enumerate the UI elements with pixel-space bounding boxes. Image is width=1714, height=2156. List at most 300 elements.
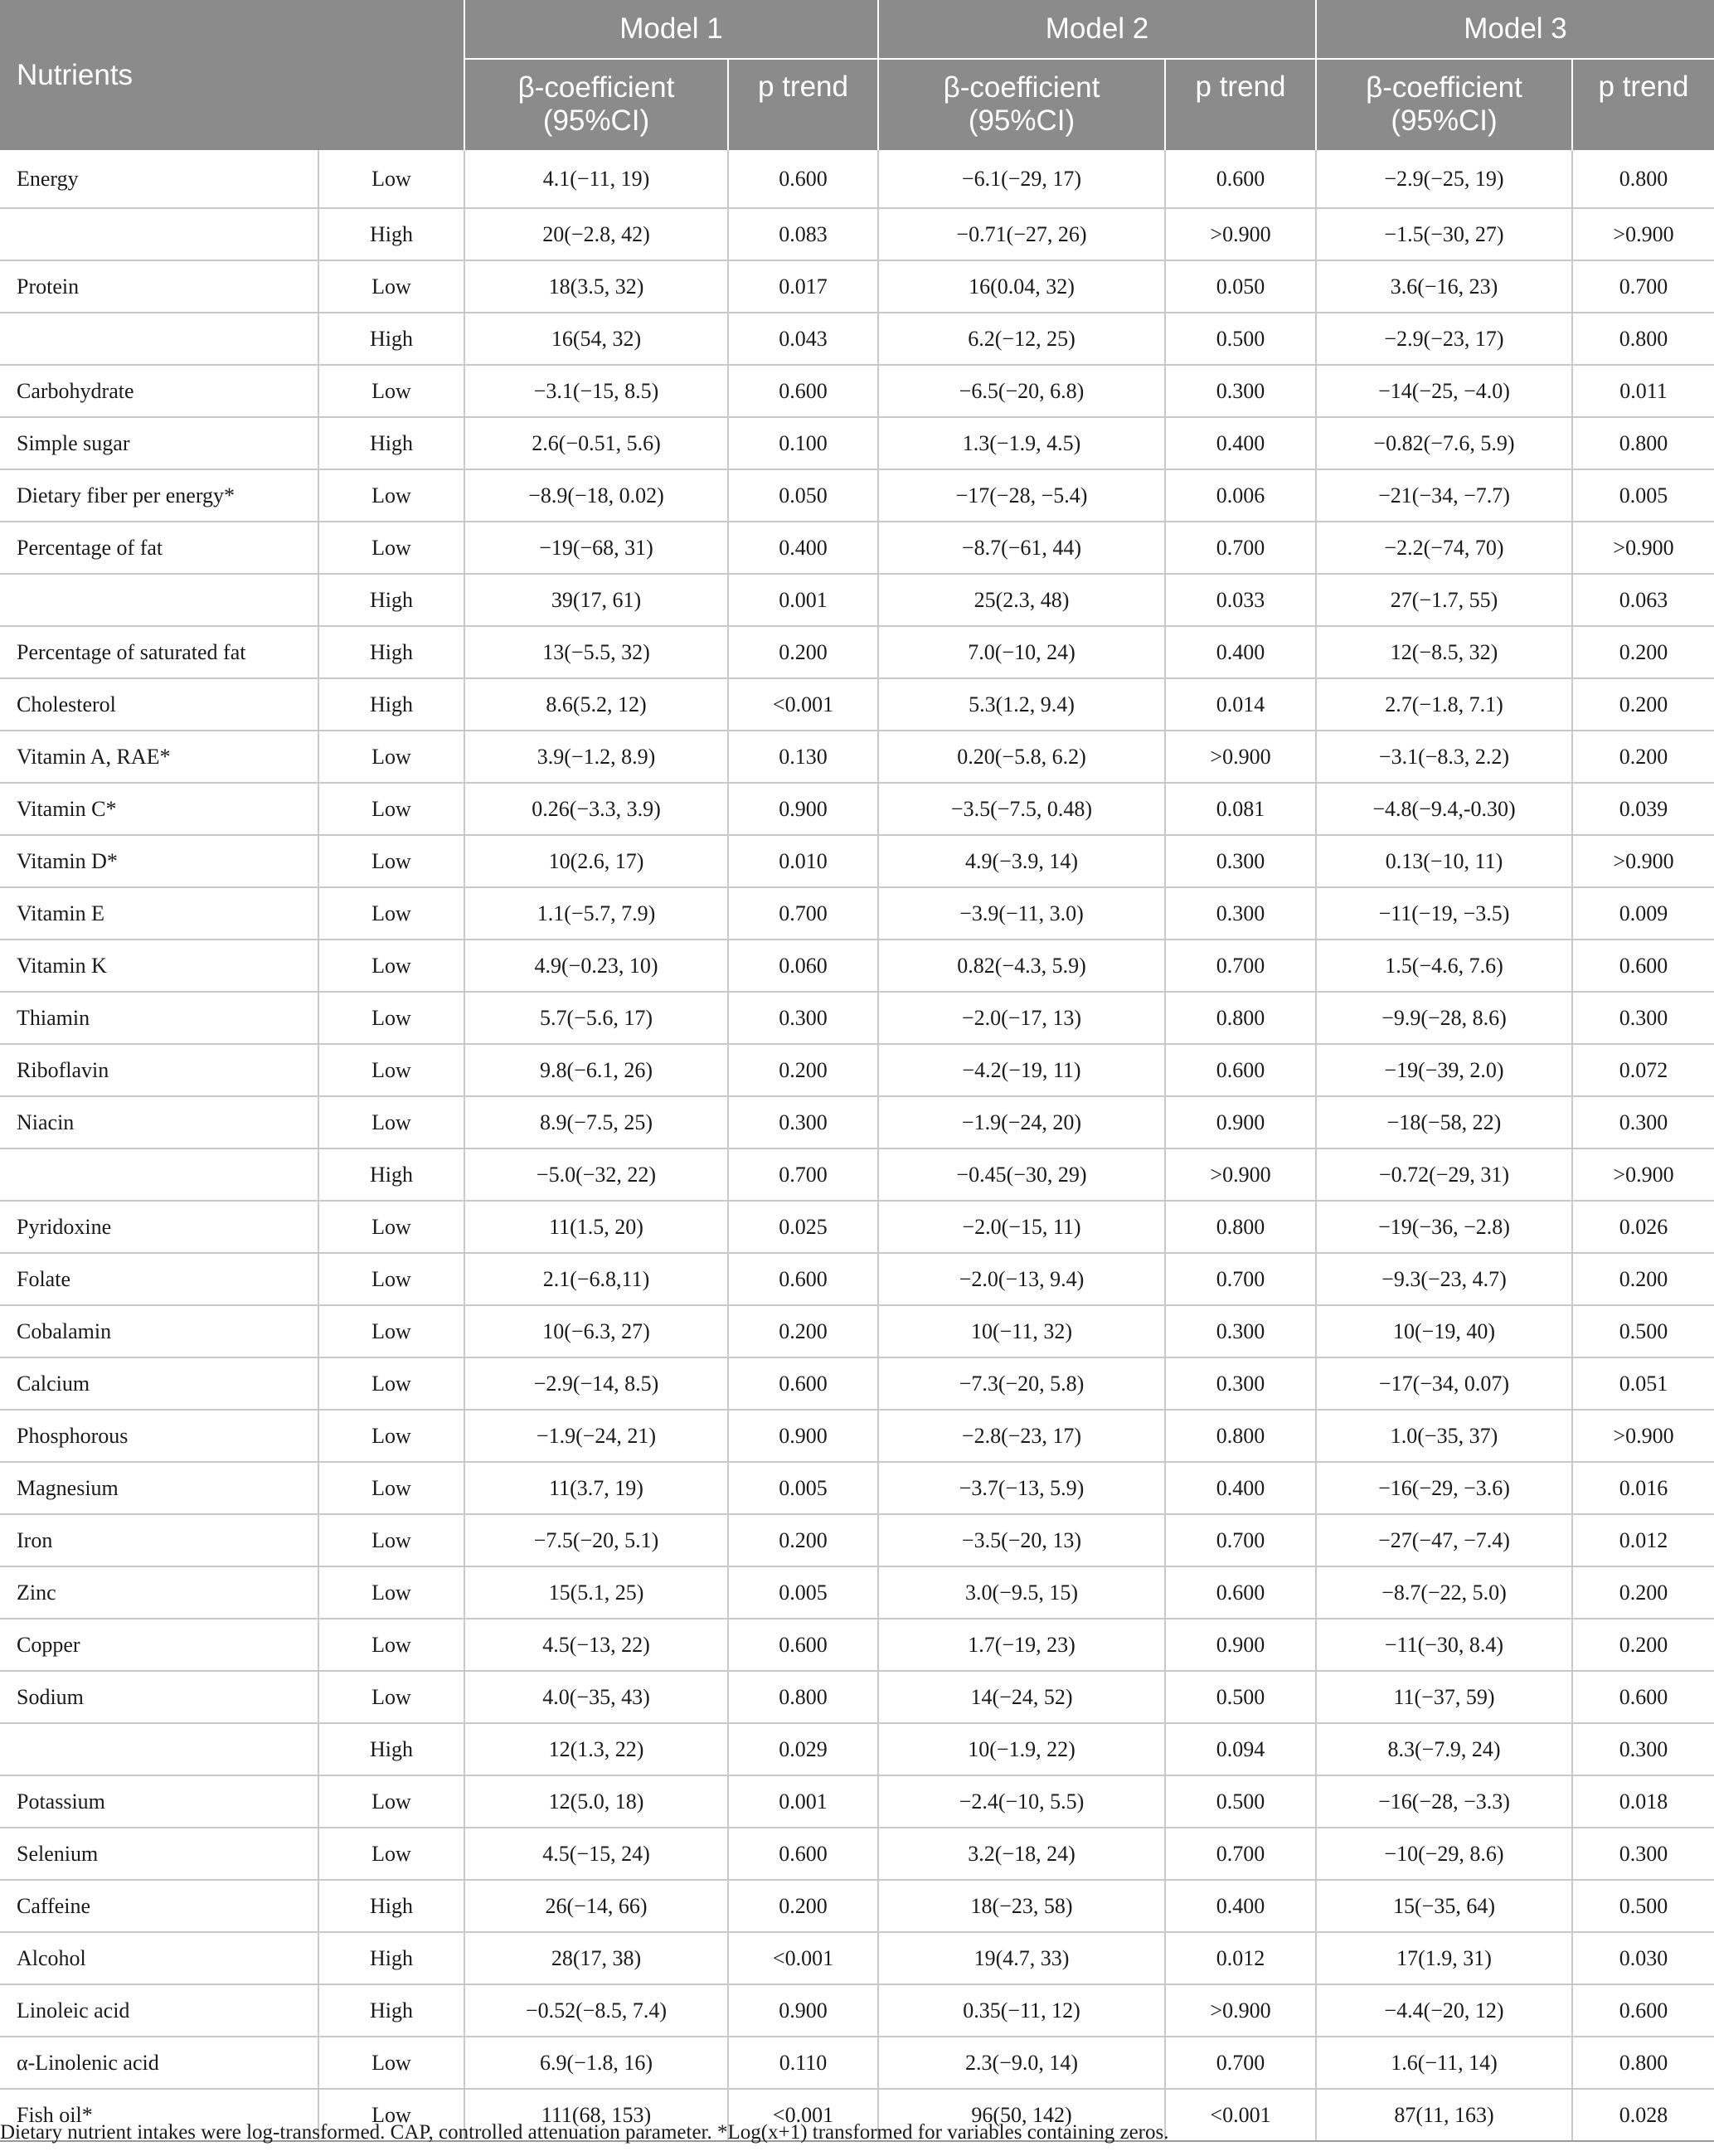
cell-level: Low [318,1775,464,1828]
cell-m3-p: 0.039 [1572,783,1714,835]
cell-m3-beta: 0.13(−10, 11) [1316,835,1572,887]
table-row [0,1253,1714,1305]
cell-m1-beta: 4.1(−11, 19) [464,150,728,208]
cell-m2-beta: 18(−23, 58) [878,1880,1165,1932]
cell-m1-p: 0.200 [728,1044,878,1096]
cell-m2-p: 0.300 [1165,1305,1316,1357]
cell-m2-p: 0.800 [1165,1201,1316,1253]
cell-level: Low [318,2037,464,2089]
cell-m2-beta: −1.9(−24, 20) [878,1096,1165,1148]
table-row [0,1880,1714,1932]
cell-level: Low [318,2089,464,2141]
cell-m1-beta: −3.1(−15, 8.5) [464,365,728,417]
cell-m3-p: 0.800 [1572,313,1714,365]
cell-nutrient [0,313,318,365]
cell-nutrient: Calcium [0,1357,318,1410]
cell-nutrient: Vitamin C* [0,783,318,835]
cell-m3-beta: −2.9(−23, 17) [1316,313,1572,365]
cell-m1-p: 0.600 [728,365,878,417]
cell-m2-beta: −2.4(−10, 5.5) [878,1775,1165,1828]
cell-m3-p: 0.200 [1572,626,1714,678]
cell-level: Low [318,1671,464,1723]
cell-m3-p: 0.300 [1572,992,1714,1044]
cell-m1-beta: 16(54, 32) [464,313,728,365]
cell-m3-beta: −18(−58, 22) [1316,1096,1572,1148]
cell-level: High [318,208,464,260]
cell-m2-p: 0.400 [1165,1462,1316,1514]
cell-m1-p: 0.010 [728,835,878,887]
cell-m2-beta: 19(4.7, 33) [878,1932,1165,1984]
cell-m1-beta: 4.9(−0.23, 10) [464,940,728,992]
cell-m1-p: 0.043 [728,313,878,365]
beta-label-line1: β-coefficient [1366,71,1522,104]
cell-m1-beta: 8.6(5.2, 12) [464,678,728,731]
cell-m3-p: 0.026 [1572,1201,1714,1253]
cell-m3-p: >0.900 [1572,522,1714,574]
cell-m2-beta: −3.9(−11, 3.0) [878,887,1165,940]
cell-m1-beta: −2.9(−14, 8.5) [464,1357,728,1410]
cell-nutrient: Folate [0,1253,318,1305]
cell-level: Low [318,1462,464,1514]
cell-m3-p: 0.800 [1572,417,1714,469]
cell-m3-p: 0.063 [1572,574,1714,626]
cell-m2-p: 0.700 [1165,940,1316,992]
cell-m2-p: 0.014 [1165,678,1316,731]
cell-level: Low [318,940,464,992]
table-row [0,150,1714,208]
cell-m3-p: 0.500 [1572,1880,1714,1932]
cell-m2-p: 0.012 [1165,1932,1316,1984]
cell-level: Low [318,1096,464,1148]
table-row [0,260,1714,313]
cell-m1-p: 0.200 [728,1305,878,1357]
cell-m1-p: 0.700 [728,887,878,940]
cell-m3-p: 0.700 [1572,260,1714,313]
cell-m2-beta: −7.3(−20, 5.8) [878,1357,1165,1410]
cell-m3-beta: 3.6(−16, 23) [1316,260,1572,313]
cell-m3-p: 0.600 [1572,1984,1714,2037]
cell-m3-beta: −4.4(−20, 12) [1316,1984,1572,2037]
cell-m3-beta: 1.5(−4.6, 7.6) [1316,940,1572,992]
header-model-3: Model 3 [1316,0,1714,59]
cell-level: Low [318,260,464,313]
cell-m1-beta: 6.9(−1.8, 16) [464,2037,728,2089]
cell-m2-p: 0.033 [1165,574,1316,626]
cell-m2-p: 0.400 [1165,1880,1316,1932]
cell-m3-p: >0.900 [1572,835,1714,887]
table-row [0,1410,1714,1462]
cell-nutrient: Simple sugar [0,417,318,469]
cell-m3-p: >0.900 [1572,208,1714,260]
cell-nutrient: Vitamin K [0,940,318,992]
cell-m2-beta: −0.45(−30, 29) [878,1148,1165,1201]
cell-m1-beta: 10(2.6, 17) [464,835,728,887]
cell-m2-beta: −17(−28, −5.4) [878,469,1165,522]
cell-m3-beta: 87(11, 163) [1316,2089,1572,2141]
cell-m2-p: 0.300 [1165,365,1316,417]
header-m1-p: p trend [728,59,878,150]
table-row [0,522,1714,574]
cell-m2-p: 0.600 [1165,150,1316,208]
table-footnote: Dietary nutrient intakes were log-transformed. CAP, controlled attenuation parameter. *Log(x+1) transformed for variables containing zeros. [0,2121,1169,2144]
cell-m1-p: 0.700 [728,1148,878,1201]
cell-level: Low [318,1828,464,1880]
cell-m1-beta: 13(−5.5, 32) [464,626,728,678]
cell-m1-beta: −0.52(−8.5, 7.4) [464,1984,728,2037]
cell-m1-beta: 5.7(−5.6, 17) [464,992,728,1044]
header-m3-beta [1316,59,1572,150]
cell-m3-p: 0.300 [1572,1723,1714,1775]
cell-nutrient: Linoleic acid [0,1984,318,2037]
cell-nutrient: α-Linolenic acid [0,2037,318,2089]
cell-m2-p: 0.500 [1165,1775,1316,1828]
cell-m3-beta: −2.2(−74, 70) [1316,522,1572,574]
cell-m2-beta: −3.5(−20, 13) [878,1514,1165,1566]
cell-m1-p: 0.300 [728,1096,878,1148]
cell-m2-beta: −3.7(−13, 5.9) [878,1462,1165,1514]
cell-m2-p: 0.700 [1165,1514,1316,1566]
table-row [0,1932,1714,1984]
cell-m2-p: 0.500 [1165,313,1316,365]
cell-m2-p: 0.700 [1165,2037,1316,2089]
cell-level: Low [318,1044,464,1096]
cell-m3-p: 0.500 [1572,1305,1714,1357]
cell-m2-beta: 4.9(−3.9, 14) [878,835,1165,887]
cell-m1-beta: 8.9(−7.5, 25) [464,1096,728,1148]
cell-m3-p: 0.300 [1572,1828,1714,1880]
cell-nutrient [0,574,318,626]
cell-m1-p: 0.200 [728,626,878,678]
cell-m3-beta: 17(1.9, 31) [1316,1932,1572,1984]
cell-nutrient: Cholesterol [0,678,318,731]
cell-level: Low [318,731,464,783]
cell-m3-p: 0.072 [1572,1044,1714,1096]
cell-m3-beta: 10(−19, 40) [1316,1305,1572,1357]
table-row [0,574,1714,626]
cell-m3-p: 0.012 [1572,1514,1714,1566]
cell-m3-beta: −11(−19, −3.5) [1316,887,1572,940]
table-row [0,469,1714,522]
cell-m2-beta: 1.3(−1.9, 4.5) [878,417,1165,469]
cell-m3-p: 0.200 [1572,1566,1714,1619]
cell-nutrient: Cobalamin [0,1305,318,1357]
cell-m3-beta: 11(−37, 59) [1316,1671,1572,1723]
cell-nutrient: Dietary fiber per energy* [0,469,318,522]
cell-m3-beta: 27(−1.7, 55) [1316,574,1572,626]
cell-level: High [318,313,464,365]
cell-m1-p: 0.600 [728,150,878,208]
cell-m2-beta: −4.2(−19, 11) [878,1044,1165,1096]
table-body [0,150,1714,2141]
cell-m1-p: 0.900 [728,1410,878,1462]
cell-nutrient: Percentage of fat [0,522,318,574]
cell-m3-beta: −19(−39, 2.0) [1316,1044,1572,1096]
cell-nutrient: Thiamin [0,992,318,1044]
cell-m1-beta: 26(−14, 66) [464,1880,728,1932]
cell-nutrient: Vitamin A, RAE* [0,731,318,783]
cell-nutrient: Caffeine [0,1880,318,1932]
cell-m2-p: 0.400 [1165,417,1316,469]
table-row [0,1775,1714,1828]
cell-nutrient: Protein [0,260,318,313]
beta-label-line2: (95%CI) [542,104,650,137]
cell-m2-beta: 0.20(−5.8, 6.2) [878,731,1165,783]
cell-m1-beta: −7.5(−20, 5.1) [464,1514,728,1566]
cell-m1-beta: 10(−6.3, 27) [464,1305,728,1357]
cell-m1-p: 0.001 [728,1775,878,1828]
cell-m2-beta: 96(50, 142) [878,2089,1165,2141]
cell-m1-p: 0.017 [728,260,878,313]
cell-m1-p: 0.001 [728,574,878,626]
cell-m2-p: 0.300 [1165,835,1316,887]
cell-level: High [318,1880,464,1932]
cell-m2-p: 0.600 [1165,1566,1316,1619]
cell-level: Low [318,1253,464,1305]
cell-level: Low [318,1201,464,1253]
cell-m1-p: 0.005 [728,1566,878,1619]
cell-m1-beta: 4.5(−13, 22) [464,1619,728,1671]
table-row [0,835,1714,887]
cell-m2-p: <0.001 [1165,2089,1316,2141]
cell-m2-beta: −8.7(−61, 44) [878,522,1165,574]
cell-nutrient: Riboflavin [0,1044,318,1096]
cell-m2-p: >0.900 [1165,208,1316,260]
cell-m1-beta: 3.9(−1.2, 8.9) [464,731,728,783]
cell-nutrient [0,1148,318,1201]
cell-m3-p: 0.005 [1572,469,1714,522]
beta-label-line2: (95%CI) [968,104,1075,137]
cell-m3-beta: −9.9(−28, 8.6) [1316,992,1572,1044]
table-row [0,2037,1714,2089]
cell-m1-beta: 11(3.7, 19) [464,1462,728,1514]
cell-m2-beta: −2.0(−17, 13) [878,992,1165,1044]
cell-m2-p: 0.300 [1165,887,1316,940]
cell-m1-p: 0.300 [728,992,878,1044]
table-row [0,1305,1714,1357]
cell-m1-p: <0.001 [728,678,878,731]
cell-m1-p: 0.050 [728,469,878,522]
table-row [0,1723,1714,1775]
cell-m3-beta: −19(−36, −2.8) [1316,1201,1572,1253]
cell-level: Low [318,1514,464,1566]
table-row [0,940,1714,992]
cell-level: Low [318,1410,464,1462]
cell-m2-beta: −6.1(−29, 17) [878,150,1165,208]
cell-m2-beta: 25(2.3, 48) [878,574,1165,626]
cell-level: High [318,1932,464,1984]
cell-m3-beta: −3.1(−8.3, 2.2) [1316,731,1572,783]
table-row [0,1828,1714,1880]
cell-level: High [318,1723,464,1775]
cell-m1-beta: 0.26(−3.3, 3.9) [464,783,728,835]
cell-m2-beta: 14(−24, 52) [878,1671,1165,1723]
cell-nutrient [0,208,318,260]
cell-m3-p: 0.800 [1572,150,1714,208]
cell-m1-p: 0.100 [728,417,878,469]
cell-m2-p: 0.600 [1165,1044,1316,1096]
cell-m3-beta: 1.6(−11, 14) [1316,2037,1572,2089]
table-row [0,1096,1714,1148]
cell-m3-p: 0.200 [1572,678,1714,731]
cell-m3-p: 0.800 [1572,2037,1714,2089]
cell-nutrient: Alcohol [0,1932,318,1984]
cell-m1-beta: 18(3.5, 32) [464,260,728,313]
table-row [0,678,1714,731]
cell-m1-beta: −1.9(−24, 21) [464,1410,728,1462]
cell-nutrient: Zinc [0,1566,318,1619]
cell-m1-p: 0.400 [728,522,878,574]
cell-m2-p: 0.081 [1165,783,1316,835]
cell-nutrient: Magnesium [0,1462,318,1514]
header-model-1: Model 1 [464,0,878,59]
cell-m3-beta: 15(−35, 64) [1316,1880,1572,1932]
cell-m3-beta: −17(−34, 0.07) [1316,1357,1572,1410]
cell-m1-beta: 12(1.3, 22) [464,1723,728,1775]
cell-level: High [318,626,464,678]
cell-m1-beta: 12(5.0, 18) [464,1775,728,1828]
cell-m3-p: 0.600 [1572,940,1714,992]
beta-label-line2: (95%CI) [1391,104,1498,137]
cell-m1-p: 0.029 [728,1723,878,1775]
cell-level: Low [318,522,464,574]
cell-m2-beta: −2.0(−13, 9.4) [878,1253,1165,1305]
header-nutrients: Nutrients [0,0,464,150]
cell-m1-beta: −5.0(−32, 22) [464,1148,728,1201]
table-row [0,1201,1714,1253]
table-row [0,1044,1714,1096]
cell-nutrient: Energy [0,150,318,208]
cell-m2-p: 0.300 [1165,1357,1316,1410]
cell-m3-beta: −11(−30, 8.4) [1316,1619,1572,1671]
cell-m2-beta: 10(−1.9, 22) [878,1723,1165,1775]
cell-m2-beta: −3.5(−7.5, 0.48) [878,783,1165,835]
cell-m2-p: 0.800 [1165,992,1316,1044]
cell-nutrient: Carbohydrate [0,365,318,417]
table-row [0,626,1714,678]
cell-m3-p: 0.028 [1572,2089,1714,2141]
cell-m1-p: 0.130 [728,731,878,783]
cell-m2-beta: 5.3(1.2, 9.4) [878,678,1165,731]
cell-level: Low [318,1566,464,1619]
cell-level: Low [318,1357,464,1410]
cell-m2-beta: 1.7(−19, 23) [878,1619,1165,1671]
cell-m1-p: 0.083 [728,208,878,260]
cell-level: High [318,417,464,469]
cell-m1-beta: 39(17, 61) [464,574,728,626]
cell-m2-p: 0.050 [1165,260,1316,313]
cell-m3-beta: −0.72(−29, 31) [1316,1148,1572,1201]
cell-m3-p: 0.018 [1572,1775,1714,1828]
table-row [0,1566,1714,1619]
header-m2-p: p trend [1165,59,1316,150]
cell-m2-beta: 0.82(−4.3, 5.9) [878,940,1165,992]
table-row [0,1148,1714,1201]
cell-m1-beta: 15(5.1, 25) [464,1566,728,1619]
cell-m3-beta: 2.7(−1.8, 7.1) [1316,678,1572,731]
cell-nutrient: Pyridoxine [0,1201,318,1253]
cell-m3-p: 0.200 [1572,1619,1714,1671]
cell-m2-beta: −2.0(−15, 11) [878,1201,1165,1253]
cell-nutrient: Fish oil* [0,2089,318,2141]
cell-m3-p: 0.200 [1572,1253,1714,1305]
cell-m3-p: 0.016 [1572,1462,1714,1514]
cell-m1-p: <0.001 [728,2089,878,2141]
cell-level: High [318,678,464,731]
cell-m1-beta: 2.6(−0.51, 5.6) [464,417,728,469]
cell-m3-p: >0.900 [1572,1410,1714,1462]
header-model-2: Model 2 [878,0,1316,59]
cell-nutrient: Iron [0,1514,318,1566]
cell-m2-beta: 6.2(−12, 25) [878,313,1165,365]
cell-m3-p: >0.900 [1572,1148,1714,1201]
cell-m1-p: 0.600 [728,1253,878,1305]
cell-nutrient: Sodium [0,1671,318,1723]
cell-m2-beta: 7.0(−10, 24) [878,626,1165,678]
table-row [0,1357,1714,1410]
cell-m1-beta: 4.5(−15, 24) [464,1828,728,1880]
cell-m2-p: 0.700 [1165,1253,1316,1305]
cell-m3-beta: −27(−47, −7.4) [1316,1514,1572,1566]
cell-level: Low [318,469,464,522]
cell-m1-beta: 9.8(−6.1, 26) [464,1044,728,1096]
cell-m3-beta: −10(−29, 8.6) [1316,1828,1572,1880]
cell-nutrient: Niacin [0,1096,318,1148]
table-row [0,1671,1714,1723]
cell-m1-p: 0.025 [728,1201,878,1253]
cell-nutrient: Selenium [0,1828,318,1880]
table-row [0,1619,1714,1671]
cell-level: Low [318,150,464,208]
cell-m3-beta: 1.0(−35, 37) [1316,1410,1572,1462]
cell-m3-p: 0.011 [1572,365,1714,417]
cell-m1-p: 0.110 [728,2037,878,2089]
cell-m3-beta: −9.3(−23, 4.7) [1316,1253,1572,1305]
cell-level: Low [318,1305,464,1357]
cell-m3-beta: −16(−28, −3.3) [1316,1775,1572,1828]
cell-level: Low [318,835,464,887]
cell-nutrient: Phosphorous [0,1410,318,1462]
cell-m2-p: >0.900 [1165,1148,1316,1201]
cell-nutrient [0,1723,318,1775]
table-row [0,992,1714,1044]
cell-m3-beta: 12(−8.5, 32) [1316,626,1572,678]
cell-m1-beta: 11(1.5, 20) [464,1201,728,1253]
cell-nutrient: Copper [0,1619,318,1671]
table-row [0,1514,1714,1566]
cell-m1-p: 0.200 [728,1514,878,1566]
cell-m1-p: 0.800 [728,1671,878,1723]
cell-nutrient: Potassium [0,1775,318,1828]
table-row [0,783,1714,835]
cell-level: High [318,1984,464,2037]
cell-m1-p: 0.900 [728,783,878,835]
cell-m2-beta: 3.0(−9.5, 15) [878,1566,1165,1619]
cell-m1-beta: 28(17, 38) [464,1932,728,1984]
cell-m3-beta: −14(−25, −4.0) [1316,365,1572,417]
cell-nutrient: Vitamin E [0,887,318,940]
table-header [0,0,1714,150]
table-row [0,417,1714,469]
cell-m1-beta: 111(68, 153) [464,2089,728,2141]
cell-m3-beta: −4.8(−9.4,-0.30) [1316,783,1572,835]
cell-m1-beta: 2.1(−6.8,11) [464,1253,728,1305]
cell-m2-p: 0.700 [1165,522,1316,574]
cell-m2-beta: −6.5(−20, 6.8) [878,365,1165,417]
table-row [0,365,1714,417]
cell-m2-p: 0.800 [1165,1410,1316,1462]
cell-m2-beta: −0.71(−27, 26) [878,208,1165,260]
cell-m2-beta: 10(−11, 32) [878,1305,1165,1357]
